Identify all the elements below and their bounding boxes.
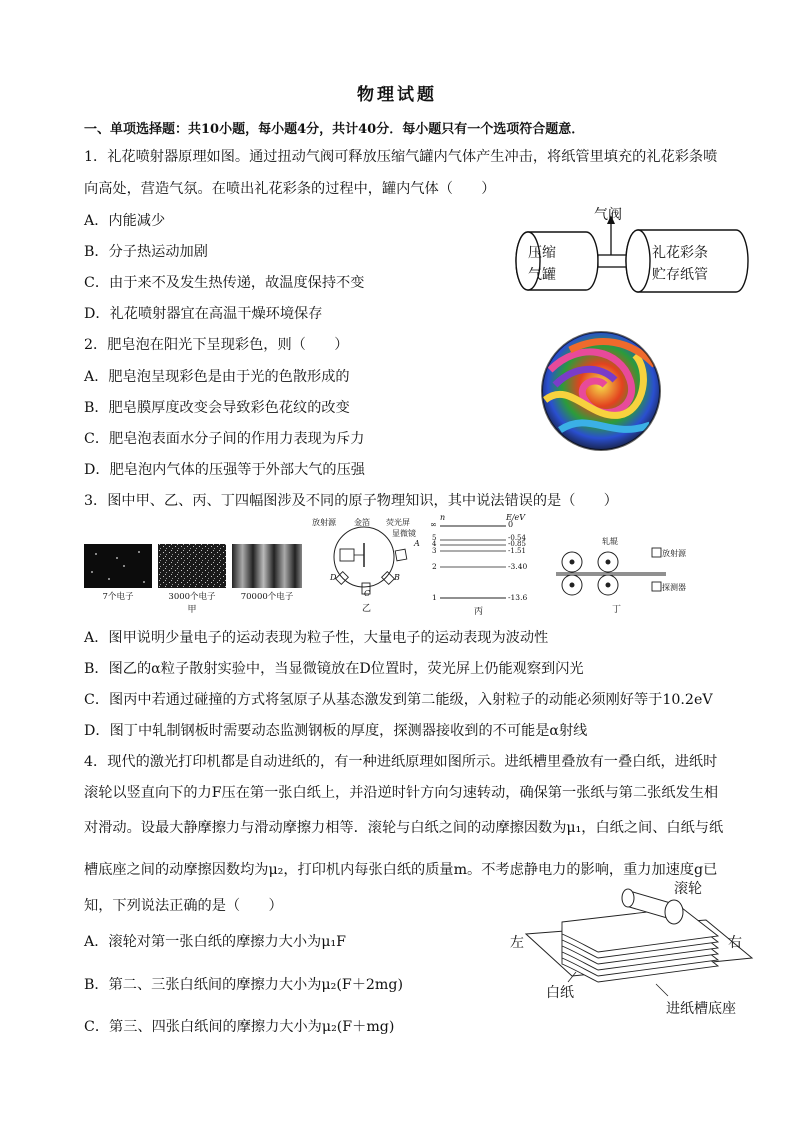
q4-line5: 知，下列说法正确的是（ ） xyxy=(84,898,283,914)
tray-base-label: 进纸槽底座 xyxy=(666,1001,736,1017)
figure-yi xyxy=(312,515,424,617)
jia-label-1: 7个电子 xyxy=(102,592,134,602)
q3-option-a[interactable]: A．图甲说明少量电子的运动表现为粒子性，大量电子的运动表现为波动性 xyxy=(84,630,549,646)
bing-e-inf: 0 xyxy=(508,520,514,529)
q4-line1: 4．现代的激光打印机都是自动进纸的，有一种进纸原理如图所示。进纸槽里叠放有一叠白纸，进纸时 xyxy=(84,754,718,770)
bing-e-3: -1.51 xyxy=(508,547,526,555)
ding-source-label: 放射源 xyxy=(662,549,686,558)
tube-label-1: 礼花彩条 xyxy=(652,245,708,261)
left-label: 左 xyxy=(510,935,524,951)
tube-label-2: 贮存纸管 xyxy=(652,267,708,283)
ding-caption: 丁 xyxy=(612,605,622,615)
bing-n-2: 2 xyxy=(432,562,437,571)
q4-option-c[interactable]: C．第三、四张白纸间的摩擦力大小为μ₂(F＋mg) xyxy=(84,1019,395,1035)
yi-source-label: 放射源 xyxy=(312,518,336,527)
figure-ding xyxy=(556,536,686,618)
roller-label: 滚轮 xyxy=(674,881,702,897)
q2-option-a[interactable]: A．肥皂泡呈现彩色是由于光的色散形成的 xyxy=(84,369,350,385)
right-label: 右 xyxy=(728,935,742,951)
valve-label: 气阀 xyxy=(594,207,622,223)
q1-stem-line1: 1．礼花喷射器原理如图。通过扭动气阀可释放压缩气罐内气体产生冲击，将纸管里填充的礼花彩条喷 xyxy=(84,149,718,165)
tank-label-1: 压缩 xyxy=(528,245,556,261)
q4-option-a[interactable]: A．滚轮对第一张白纸的摩擦力大小为μ₁F xyxy=(84,934,346,950)
bing-caption: 丙 xyxy=(474,607,484,617)
yi-label-c: C xyxy=(364,589,371,598)
q1-option-a[interactable]: A．内能减少 xyxy=(84,213,166,229)
yi-label-a: A xyxy=(414,539,420,548)
yi-label-d: D xyxy=(330,573,337,582)
paper-feeder-figure xyxy=(506,876,768,1022)
q2-option-c[interactable]: C．肥皂泡表面水分子间的作用力表现为斥力 xyxy=(84,431,365,447)
q1-stem-line2: 向高处，营造气氛。在喷出礼花彩条的过程中，罐内气体（ ） xyxy=(84,181,496,197)
page-title: 物理试题 xyxy=(357,85,437,105)
tank-label-2: 气罐 xyxy=(528,267,556,283)
q4-line2: 滚轮以竖直向下的力F压在第一张白纸上，并沿逆时针方向匀速转动，确保第一张纸与第二张纸发生相 xyxy=(84,785,719,801)
q4-line4: 槽底座之间的动摩擦因数均为μ₂，打印机内每张白纸的质量m。不考虑静电力的影响，重力加速度g已 xyxy=(84,862,718,878)
figure-jia xyxy=(84,544,302,616)
soap-bubble-image xyxy=(540,330,662,452)
sprayer-figure xyxy=(508,207,753,312)
bing-n-inf: ∞ xyxy=(430,520,437,529)
bing-n-1: 1 xyxy=(432,593,437,602)
electron-patterns xyxy=(84,544,302,590)
q1-option-b[interactable]: B．分子热运动加剧 xyxy=(84,244,208,260)
rolling-mill-diagram xyxy=(556,536,686,608)
q3-option-b[interactable]: B．图乙的α粒子散射实验中，当显微镜放在D位置时，荧光屏上仍能观察到闪光 xyxy=(84,661,584,677)
bing-e-4: -0.85 xyxy=(508,540,526,548)
ding-roller-label: 轧辊 xyxy=(602,537,618,546)
jia-label-3: 70000个电子 xyxy=(240,592,294,602)
q1-option-c[interactable]: C．由于来不及发生热传递，故温度保持不变 xyxy=(84,275,365,291)
bing-n-3: 3 xyxy=(432,547,437,555)
bing-n-4: 4 xyxy=(432,540,437,548)
q3-stem: 3．图中甲、乙、丙、丁四幅图涉及不同的原子物理知识，其中说法错误的是（ ） xyxy=(84,493,618,509)
paper-label: 白纸 xyxy=(546,985,574,1001)
jia-caption: 甲 xyxy=(187,605,197,615)
bing-e-1: -13.6 xyxy=(508,593,528,602)
bing-e-header: E/eV xyxy=(506,513,526,522)
q1-option-d[interactable]: D．礼花喷射器宜在高温干燥环境保存 xyxy=(84,306,323,322)
q2-stem: 2．肥皂泡在阳光下呈现彩色，则（ ） xyxy=(84,337,349,353)
yi-label-b: B xyxy=(394,573,400,582)
ding-detector-label: 探测器 xyxy=(662,583,686,592)
yi-foil-label: 金箔 xyxy=(354,518,370,527)
q4-line3: 对滑动。设最大静摩擦力与滑动摩擦力相等．滚轮与白纸之间的动摩擦因数为μ₁，白纸之间、白纸与纸 xyxy=(84,820,724,836)
jia-label-2: 3000个电子 xyxy=(168,592,216,602)
bing-n-header: n xyxy=(440,513,446,522)
bing-e-2: -3.40 xyxy=(508,562,528,571)
yi-screen-label: 荧光屏 xyxy=(386,518,410,527)
q4-option-b[interactable]: B．第二、三张白纸间的摩擦力大小为μ₂(F＋2mg) xyxy=(84,977,403,993)
section-header: 一、单项选择题：共10小题，每小题4分，共计40分．每小题只有一个选项符合题意． xyxy=(84,122,585,137)
figure-bing xyxy=(428,512,540,616)
q2-option-b[interactable]: B．肥皂膜厚度改变会导致彩色花纹的改变 xyxy=(84,400,350,416)
yi-caption: 乙 xyxy=(362,604,372,614)
bing-n-5: 5 xyxy=(432,534,437,542)
yi-microscope-label: 显微镜 xyxy=(392,529,416,538)
bing-e-5: -0.54 xyxy=(508,534,526,542)
q3-option-d[interactable]: D．图丁中轧制钢板时需要动态监测钢板的厚度，探测器接收到的不可能是α射线 xyxy=(84,723,588,739)
q3-option-c[interactable]: C．图丙中若通过碰撞的方式将氢原子从基态激发到第二能级，入射粒子的动能必须刚好等于10.2eV xyxy=(84,692,713,708)
q2-option-d[interactable]: D．肥皂泡内气体的压强等于外部大气的压强 xyxy=(84,462,365,478)
